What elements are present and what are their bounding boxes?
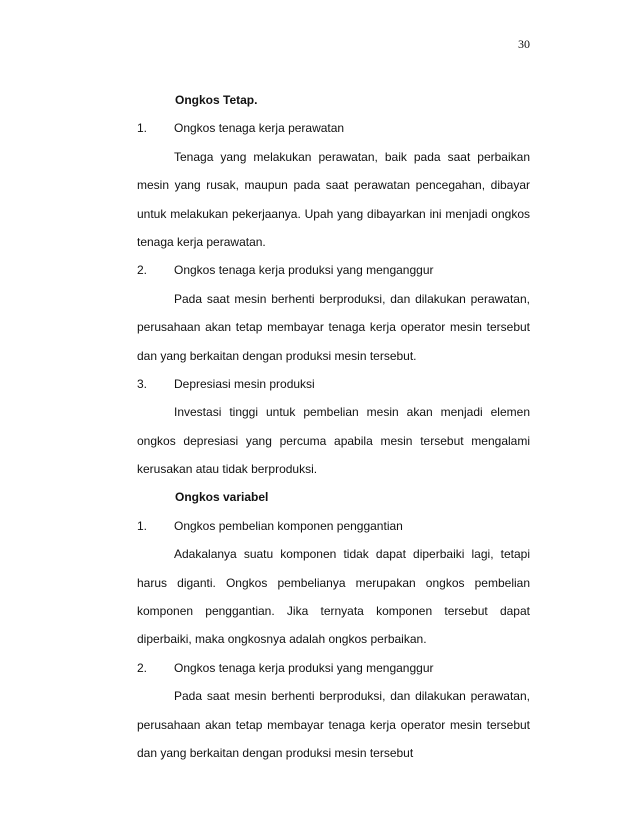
paragraph-line: kerusakan atau tidak berproduksi. — [137, 462, 318, 477]
section-heading-variable-costs: Ongkos variabel — [175, 490, 269, 505]
paragraph-line: ongkos depresiasi yang percuma apabila mesin tersebut mengalami — [137, 433, 530, 448]
list-number: 2. — [137, 263, 148, 278]
list-label: Depresiasi mesin produksi — [174, 376, 315, 391]
list-number: 3. — [137, 376, 148, 391]
paragraph — [137, 688, 530, 773]
list-item — [137, 120, 530, 148]
paragraph-line: Adakalanya suatu komponen tidak dapat diperbaiki lagi, tetapi — [174, 547, 530, 562]
paragraph — [137, 149, 530, 263]
paragraph-line: komponen penggantian. Jika ternyata komponen tersebut dapat — [137, 604, 530, 619]
paragraph-line: dan yang berkaitan dengan produksi mesin tersebut — [137, 745, 414, 760]
list-number: 2. — [137, 660, 148, 675]
list-label: Ongkos tenaga kerja perawatan — [174, 121, 345, 136]
list-item — [137, 518, 530, 546]
paragraph-line: Tenaga yang melakukan perawatan, baik pada saat perbaikan — [174, 149, 530, 164]
page-number: 30 — [518, 37, 530, 51]
list-item — [137, 376, 530, 404]
document-body — [137, 92, 530, 773]
paragraph-line: tenaga kerja perawatan. — [137, 234, 266, 249]
list-label: Ongkos tenaga kerja produksi yang menganggur — [174, 660, 434, 675]
paragraph-line: diperbaiki, maka ongkosnya adalah ongkos perbaikan. — [137, 632, 427, 647]
section-heading-fixed-costs: Ongkos Tetap. — [175, 93, 258, 107]
paragraph-line: Pada saat mesin berhenti berproduksi, dan dilakukan perawatan, — [174, 291, 530, 306]
list-label: Ongkos pembelian komponen penggantian — [174, 518, 403, 533]
paragraph — [137, 291, 530, 376]
paragraph-line: untuk melakukan pekerjaanya. Upah yang dibayarkan ini menjadi ongkos — [137, 206, 530, 221]
paragraph-line: Investasi tinggi untuk pembelian mesin akan menjadi elemen — [174, 405, 530, 420]
list-item — [137, 262, 530, 290]
paragraph-line: dan yang berkaitan dengan produksi mesin tersebut. — [137, 348, 417, 363]
list-number: 1. — [137, 121, 148, 136]
paragraph-line: perusahaan akan tetap membayar tenaga kerja operator mesin tersebut — [137, 717, 530, 732]
list-label: Ongkos tenaga kerja produksi yang menganggur — [174, 263, 434, 278]
paragraph-line: mesin yang rusak, maupun pada saat perawatan pencegahan, dibayar — [137, 178, 530, 193]
paragraph-line: harus diganti. Ongkos pembelianya merupakan ongkos pembelian — [137, 575, 530, 590]
list-number: 1. — [137, 518, 148, 533]
paragraph-line: Pada saat mesin berhenti berproduksi, dan dilakukan perawatan, — [174, 689, 530, 704]
paragraph — [137, 546, 530, 660]
paragraph — [137, 404, 530, 489]
paragraph-line: perusahaan akan tetap membayar tenaga kerja operator mesin tersebut — [137, 320, 530, 335]
list-item — [137, 660, 530, 688]
